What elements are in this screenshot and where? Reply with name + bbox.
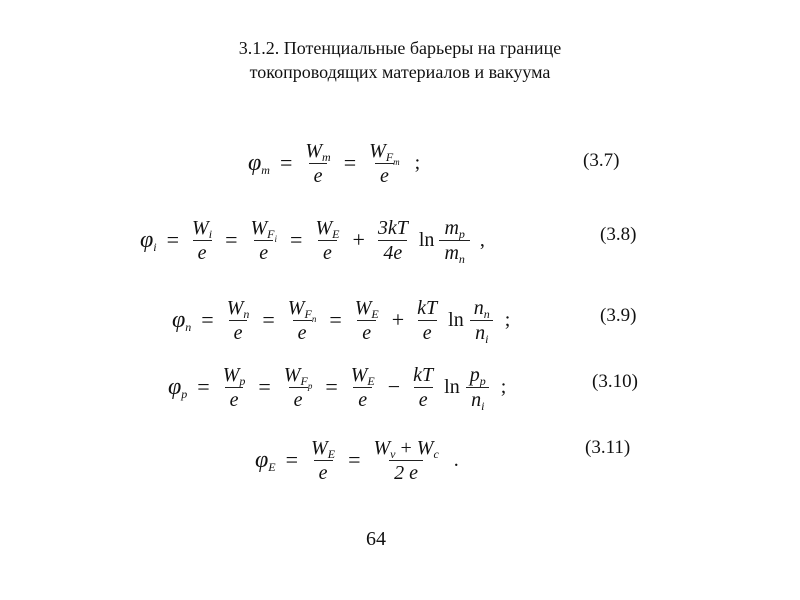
numerator xyxy=(245,216,282,244)
denominator xyxy=(225,387,244,412)
section-title-line-1: 3.1.2. Потенциальные барьеры на границе xyxy=(238,38,562,58)
term-base: e xyxy=(422,321,432,344)
term-base: W xyxy=(305,139,323,162)
denominator xyxy=(314,460,333,485)
operator: − xyxy=(387,374,401,399)
page-number: 64 xyxy=(366,528,386,550)
term-base: 4e xyxy=(383,241,403,264)
subscript-base: F xyxy=(385,149,394,164)
operator: = xyxy=(285,447,299,472)
denominator xyxy=(378,240,407,265)
denominator xyxy=(389,460,423,485)
fraction xyxy=(368,436,443,485)
sub-subscript: p xyxy=(307,380,313,391)
term-base: e xyxy=(318,461,328,484)
subscript: n xyxy=(458,251,465,266)
numerator xyxy=(364,139,405,167)
numerator xyxy=(373,216,413,240)
term-base: m xyxy=(444,216,459,239)
term-base: e xyxy=(233,321,243,344)
sub-subscript: i xyxy=(274,233,278,244)
subscript xyxy=(300,373,313,391)
term-base: W xyxy=(287,296,305,319)
operator: = xyxy=(325,374,338,399)
denominator xyxy=(418,320,437,345)
operator: = xyxy=(290,227,303,252)
term-base: n xyxy=(471,388,482,411)
punctuation: ; xyxy=(504,308,511,331)
subscript: p xyxy=(458,226,465,241)
fraction xyxy=(469,296,495,345)
numerator xyxy=(222,296,255,320)
operator: = xyxy=(201,307,214,332)
denominator xyxy=(357,320,376,345)
operator: = xyxy=(262,307,275,332)
term-base: e xyxy=(323,241,332,264)
operator: = xyxy=(225,227,238,252)
subscript: p xyxy=(479,373,486,388)
fraction xyxy=(300,139,335,188)
subscript: i xyxy=(485,331,489,346)
term-base: kT xyxy=(417,296,438,319)
numerator xyxy=(306,436,340,460)
subscript: m xyxy=(322,149,331,164)
term-base: 2 e xyxy=(394,461,419,484)
fraction xyxy=(364,139,405,188)
term-base: W xyxy=(250,216,268,239)
numerator xyxy=(350,296,384,320)
operator: = xyxy=(348,447,361,472)
subscript: m xyxy=(261,162,270,177)
lhs-potential-symbol xyxy=(248,150,270,177)
fraction xyxy=(465,363,491,412)
numerator xyxy=(408,363,438,387)
numerator xyxy=(465,363,491,387)
subscript-base: F xyxy=(267,226,275,241)
denominator xyxy=(439,240,469,265)
equation-1 xyxy=(248,133,420,193)
denominator xyxy=(289,387,308,412)
term-base: W xyxy=(373,436,391,459)
denominator xyxy=(353,387,372,412)
term-base: φ xyxy=(168,373,182,400)
subscript: p xyxy=(239,373,246,388)
denominator xyxy=(254,240,273,265)
fraction xyxy=(310,216,344,265)
numerator xyxy=(439,216,469,240)
subscript: i xyxy=(153,239,157,254)
subscript: E xyxy=(268,459,276,474)
operator: = xyxy=(197,374,210,399)
numerator xyxy=(412,296,442,320)
punctuation: ; xyxy=(414,151,421,174)
sub-subscript: m xyxy=(393,156,400,167)
fraction xyxy=(218,363,251,412)
equation-5 xyxy=(255,430,459,490)
denominator xyxy=(470,320,493,345)
numerator xyxy=(279,363,318,391)
subscript: E xyxy=(371,306,379,321)
fraction xyxy=(408,363,438,412)
fraction xyxy=(373,216,413,265)
subscript: i xyxy=(481,398,485,413)
equation-number: (3.8) xyxy=(600,224,637,245)
term-base: e xyxy=(358,388,368,411)
denominator xyxy=(229,320,248,345)
term-base: e xyxy=(418,388,428,411)
fraction xyxy=(283,296,322,345)
numerator xyxy=(218,363,251,387)
denominator xyxy=(318,240,337,265)
operator: + xyxy=(352,227,365,252)
numerator xyxy=(368,436,443,460)
term-base: e xyxy=(379,164,389,187)
punctuation: ; xyxy=(500,375,507,398)
term-base: e xyxy=(197,241,207,264)
fraction xyxy=(439,216,469,265)
term-base: φ xyxy=(140,226,154,253)
punctuation: . xyxy=(453,448,459,471)
term-base: W xyxy=(315,216,333,239)
fraction xyxy=(350,296,384,345)
fraction xyxy=(346,363,380,412)
term-operator: + xyxy=(395,436,417,459)
denominator xyxy=(466,387,489,412)
term-base: e xyxy=(229,388,239,411)
term-base: W xyxy=(369,139,386,162)
numerator xyxy=(300,139,335,163)
equation-number: (3.7) xyxy=(583,150,620,171)
term-base: W xyxy=(350,363,368,386)
operator: = xyxy=(258,374,271,399)
equation-3 xyxy=(172,290,510,350)
term-base: e xyxy=(293,388,303,411)
numerator xyxy=(283,296,322,324)
fraction xyxy=(412,296,442,345)
subscript: n xyxy=(185,319,192,334)
term-base: W xyxy=(311,436,328,459)
term-base: W xyxy=(226,296,244,319)
punctuation: , xyxy=(479,228,485,251)
lhs-potential-symbol xyxy=(168,374,187,401)
term-base: kT xyxy=(413,363,434,386)
term-base: e xyxy=(313,164,323,187)
term-base: W xyxy=(222,363,240,386)
equation-number: (3.10) xyxy=(592,371,638,392)
fraction xyxy=(306,436,340,485)
ln-function: ln xyxy=(444,375,460,398)
term-base: φ xyxy=(255,446,269,473)
denominator xyxy=(309,163,328,188)
subscript xyxy=(304,306,317,324)
fraction xyxy=(279,363,318,412)
subscript: p xyxy=(181,386,188,401)
lhs-potential-symbol xyxy=(172,307,191,334)
numerator xyxy=(187,216,217,240)
equation-4 xyxy=(168,357,506,417)
term-base: n xyxy=(473,296,484,319)
subscript: E xyxy=(367,373,375,388)
term-base: W xyxy=(192,216,209,239)
numerator xyxy=(346,363,380,387)
subscript-base: F xyxy=(300,373,308,388)
equation-number: (3.9) xyxy=(600,305,637,326)
sub-subscript: n xyxy=(311,313,317,324)
equation-number: (3.11) xyxy=(585,437,631,458)
term-base: W xyxy=(354,296,372,319)
lhs-potential-symbol xyxy=(140,227,157,254)
subscript: i xyxy=(208,226,213,241)
subscript: n xyxy=(243,306,250,321)
numerator xyxy=(310,216,344,240)
section-title xyxy=(0,36,800,84)
equation-2 xyxy=(140,210,485,270)
operator: = xyxy=(343,150,357,175)
numerator xyxy=(469,296,495,320)
term-base: φ xyxy=(172,306,186,333)
subscript xyxy=(385,149,400,167)
denominator xyxy=(375,163,394,188)
term-base: p xyxy=(469,363,480,386)
term-base: n xyxy=(475,321,486,344)
term-base: 3kT xyxy=(377,216,408,239)
subscript xyxy=(267,226,278,244)
term-base: e xyxy=(297,321,307,344)
fraction xyxy=(245,216,282,265)
lhs-potential-symbol xyxy=(255,447,276,474)
term-base: W xyxy=(283,363,301,386)
subscript: c xyxy=(433,446,439,461)
fraction xyxy=(187,216,217,265)
section-title-line-2: токопроводящих материалов и вакуума xyxy=(249,62,551,82)
subscript: v xyxy=(390,446,396,461)
operator: = xyxy=(279,150,293,175)
subscript: n xyxy=(483,306,490,321)
denominator xyxy=(193,240,212,265)
operator: = xyxy=(329,307,342,332)
term-base: W xyxy=(416,436,434,459)
denominator xyxy=(293,320,312,345)
fraction xyxy=(222,296,255,345)
term-base: φ xyxy=(248,149,262,176)
term-base: m xyxy=(444,241,459,264)
ln-function: ln xyxy=(448,308,464,331)
subscript: E xyxy=(327,446,336,461)
denominator xyxy=(414,387,433,412)
operator: = xyxy=(166,227,180,252)
subscript: E xyxy=(332,226,340,241)
subscript-base: F xyxy=(304,306,312,321)
operator: + xyxy=(391,307,405,332)
term-base: e xyxy=(259,241,269,264)
ln-function: ln xyxy=(418,228,435,251)
term-base: e xyxy=(362,321,372,344)
